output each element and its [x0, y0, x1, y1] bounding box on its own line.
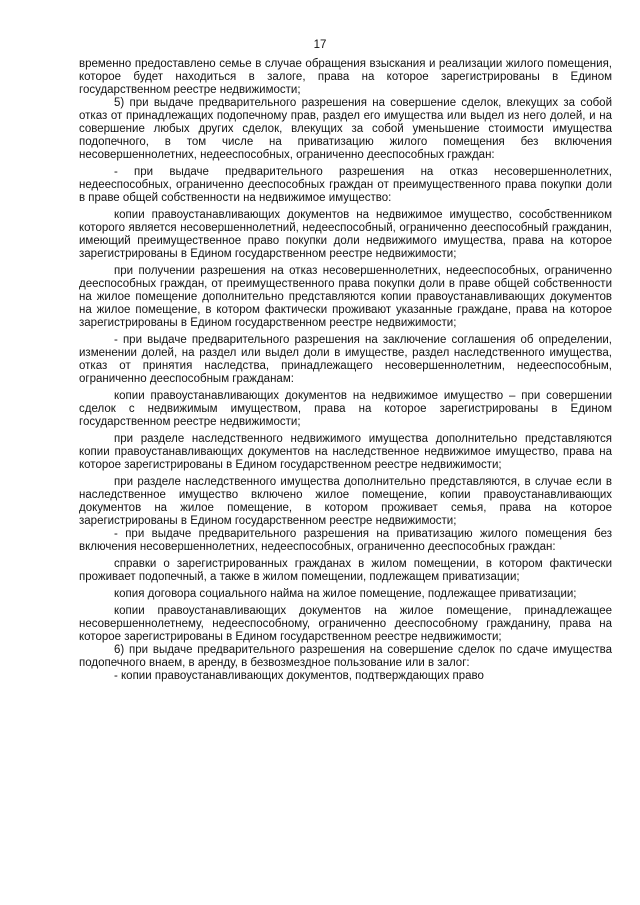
paragraph: временно предоставлено семье в случае обращения взыскания и реализации жилого помещения, которое будет находиться в залоге, права на которое зарегистрированы в Едином государственном реестре недвижимости; [79, 58, 612, 96]
paragraph: 5) при выдаче предварительного разрешения на совершение сделок, влекущих за собой отказ от принадлежащих подопечному прав, раздел его имущества или выдел из него долей, и на совершение любых других сделок, влекущих за собой уменьшение стоимости имущества подопечного, в том числе на приватизацию жилого помещения без включения несовершеннолетних, недееспособных, ограниченно дееспособных граждан: [79, 97, 612, 161]
paragraph: копии правоустанавливающих документов на жилое помещение, принадлежащее несовершеннолетнему, недееспособному, ограниченно дееспособному гражданину, права на которое зарегистрированы в Едином государственном реестре недвижимости; [79, 605, 612, 643]
document-body [79, 58, 612, 683]
paragraph: - при выдаче предварительного разрешения на приватизацию жилого помещения без включения несовершеннолетних, недееспособных, ограниченно дееспособных граждан: [79, 528, 612, 553]
paragraph: при разделе наследственного недвижимого имущества дополнительно представляются копии правоустанавливающих документов на наследственное недвижимое имущество, права на которое зарегистрированы в Едином государственном реестре недвижимости; [79, 433, 612, 471]
page-number: 17 [313, 39, 327, 51]
paragraph: справки о зарегистрированных гражданах в жилом помещении, в котором фактически проживает подопечный, а также в жилом помещении, подлежащем приватизации; [79, 558, 612, 583]
paragraph: при получении разрешения на отказ несовершеннолетних, недееспособных, ограниченно дееспособных граждан, от преимущественного права покупки доли в праве общей собственности на жилое помещение дополнительно представляются копии правоустанавливающих документов на жилое помещение, в котором фактически проживают указанные граждане, права на которое зарегистрированы в Едином государственном реестре недвижимости; [79, 265, 612, 329]
paragraph: - при выдаче предварительного разрешения на заключение соглашения об определении, изменении долей, на раздел или выдел доли в имуществе, раздел наследственного имущества, отказ от принятия наследства, принадлежащего несовершеннолетним, недееспособным, ограниченно дееспособным гражданам: [79, 334, 612, 385]
paragraph: - копии правоустанавливающих документов, подтверждающих право [114, 670, 484, 682]
paragraph: при разделе наследственного имущества дополнительно представляются, в случае если в наследственное имущество включено жилое помещение, копии правоустанавливающих документов на жилое помещение, в котором проживает семья, права на которое зарегистрированы в Едином государственном реестре недвижимости; [79, 476, 612, 527]
paragraph: копии правоустанавливающих документов на недвижимое имущество – при совершении сделок с недвижимым имуществом, права на которое зарегистрированы в Едином государственном реестре недвижимости; [79, 390, 612, 428]
paragraph: копии правоустанавливающих документов на недвижимое имущество, сособственником которого является несовершеннолетний, недееспособный, ограниченно дееспособный гражданин, имеющий преимущественное право покупки доли недвижимого имущества, права на которое зарегистрированы в Едином государственном реестре недвижимости; [79, 209, 612, 260]
paragraph: - при выдаче предварительного разрешения на отказ несовершеннолетних, недееспособных, ограниченно дееспособных граждан от преимущественного права покупки доли в праве общей собственности на недвижимое имущество: [79, 166, 612, 204]
paragraph: 6) при выдаче предварительного разрешения на совершение сделок по сдаче имущества подопечного внаем, в аренду, в безвозмездное пользование или в залог: [79, 644, 612, 669]
paragraph: копия договора социального найма на жилое помещение, подлежащее приватизации; [114, 588, 577, 600]
